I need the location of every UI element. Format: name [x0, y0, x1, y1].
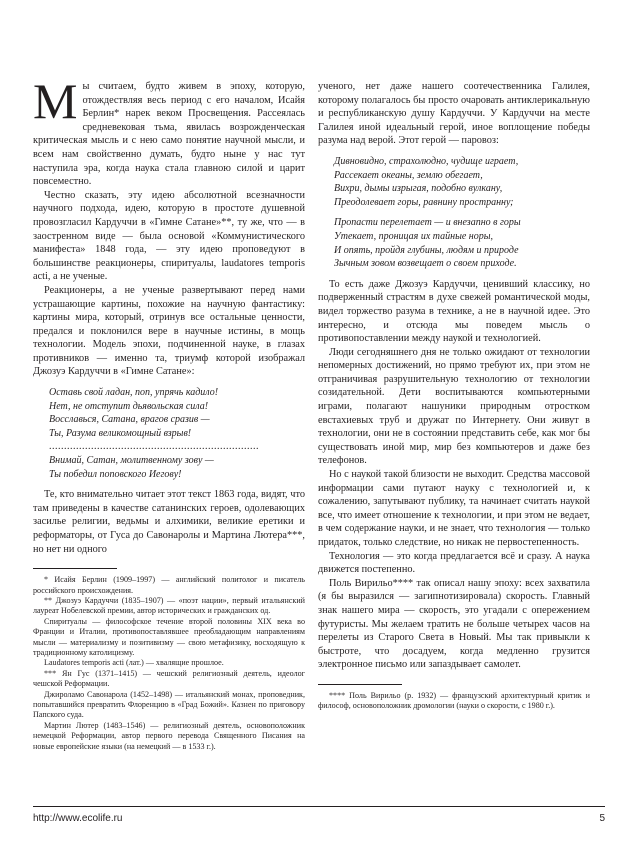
drop-cap: М — [33, 73, 78, 129]
right-column — [318, 80, 590, 712]
footnote: Laudatores temporis acti (лат.) — хвалящие прошлое. — [44, 658, 224, 668]
footnote: * Исайя Берлин (1909–1997) — английский политолог и писатель российского происхождения. — [33, 575, 305, 595]
verse-line: Пропасти перелетает — и внезапно в горы — [334, 217, 521, 229]
verse-line: Оставь свой ладан, поп, упрячь кадило! — [49, 387, 219, 399]
footnote: *** Ян Гус (1371–1415) — чешский религиозный деятель, идеолог чешской Реформации. — [33, 668, 305, 689]
footer-divider — [33, 806, 605, 807]
paragraph: Технология — это когда предлагается всё и сразу. А наука движется постепенно. — [318, 550, 590, 576]
paragraph: Реакционеры, а не ученые развертывают перед нами устрашающие картины, похожие на научную фантастику: картины мира, который, отринув все остальные ценности, предался и поклонился вере в научные истины, в мощь технологии. Модель эпохи, подчиненной науке, в глазах противников — именно та, триумф которой изображал Джозуэ Кардуччи в «Гимне Сатане»: — [33, 284, 305, 378]
verse-line: Ты, Разума великомощный взрыв! — [49, 427, 192, 439]
verse-line: Восславься, Сатана, врагов сразив — — [49, 414, 210, 426]
verse-ellipsis: ...................................................................... — [49, 441, 259, 453]
left-column — [33, 73, 305, 752]
intro-paragraph — [33, 73, 305, 189]
paragraph: Те, кто внимательно читает этот текст 1863 года, видят, что там приведены в качестве сатанинских героев, одолевающих засилье религии, ведьмы и алхимики, великие еретики и реформаторы, от Гуса до Савонаролы и Мартина Лютера***, но нет ни одного — [33, 489, 305, 555]
verse-line: Вихри, дымы изрыгая, подобно вулкану, — [334, 183, 503, 195]
verse-line: Внимай, Сатан, молитвенному зову — — [49, 455, 214, 467]
intro-text: ы считаем, будто живем в эпоху, которую, отождествляя весь период с его началом, Исайя Берлин* нарек веком Просвещения. Рассеялась средневековая тьма, явилась возрожденческая критическая мысль и с нею само понятие научной мысли, и всем нам свойственно думать, будто ныне у нас тут наступила эра, когда наука стала главною силой и царит повсеместно. — [33, 81, 305, 188]
paragraph: Поль Вирильо**** так описал нашу эпоху: всех захватила (я бы выразился — загипнотизировала) скорость. Главный знак нашего мира — скорость, это угадали с опережением футуристы. Мы желаем тратить не больше четырех часов на перелеты из Старого Света в Новый. Мы так привыкли к быстроте, что досадуем, когда медленно грузится электронное письмо или запаздывает самолет. — [318, 577, 590, 671]
footnote: Спиритуалы — философское течение второй половины XIX века во Франции и Италии, противопоставлявшее преобладающим направлениям мысли — материализму и позитивизму — свою метафизику, восходящую к традиционному католицизму. — [33, 616, 305, 658]
paragraph: Честно сказать, эту идею абсолютной всезначности научного подхода, идею, которую в простоте душевной провозгласил Кардуччи в «Гимне Сатане»**, ту же, что — в заостренном виде — была основой «Коммунистического манифеста» 1848 года, — эту идею проповедуют в большинстве реакционеры, спиритуалы, laudatores temporis acti, а не ученые. — [33, 189, 305, 283]
verse-block — [334, 155, 590, 271]
verse-line: Преодолевает горы, равнину пространну; — [334, 196, 514, 208]
footnote: Мартин Лютер (1483–1546) — религиозный деятель, основоположник немецкой Реформации, автор первого перевода Священного Писания на новые европейские языки (на немецкий — в 1533 г.). — [33, 720, 305, 751]
paragraph: ученого, нет даже нашего соотечественника Галилея, которому полагалось бы просто очаровать антиклерикальную и республиканскую душу Кардуччи. У Кардуччи на месте Галилея иной идеальный герой, иное воплощение победы разума над верой. Этот герой — паровоз: — [318, 81, 590, 147]
verse-line: Нет, не отступит дьявольская сила! — [49, 400, 209, 412]
footnotes — [33, 575, 305, 752]
stanza-gap — [334, 209, 590, 216]
verse-line: Ты победил поповского Иегову! — [49, 468, 182, 480]
footer-url[interactable]: http://www.ecolife.ru — [33, 813, 123, 824]
verse-block — [49, 386, 305, 481]
footnote: ** Джозуэ Кардуччи (1835–1907) — «поэт нации», первый итальянский лауреат Нобелевской премии, автор исторических и гражданских од. — [33, 596, 305, 616]
footnote: **** Поль Вирильо (р. 1932) — французский архитектурный критик и философ, основоположник дромологии (науки о скорости, с 1980 г.). — [318, 690, 590, 711]
page-number: 5 — [599, 813, 605, 824]
verse-line: И опять, пройдя глубины, людям и природе — [334, 244, 519, 256]
footnote-divider — [33, 568, 117, 569]
verse-line: Утекает, проницая их тайные норы, — [334, 230, 494, 242]
verse-line: Зычным зовом возвещает о своем приходе. — [334, 258, 517, 270]
paragraph: Но с наукой такой близости не выходит. Средства массовой информации сами путают науку с технологией и, к сожалению, запутывают публику, та начинает считать наукой все, что имеет отношение к технологии, и при этом не ведает, в чем содержание науки, и не знает, что технология — только придаток, только следствие, но никак не первостепенность. — [318, 469, 590, 548]
verse-line: Дивновидно, страхолюдно, чудище играет, — [334, 155, 519, 167]
verse-line: Рассекает океаны, землю обегает, — [334, 169, 483, 181]
footnote-divider — [318, 684, 402, 685]
paragraph: То есть даже Джозуэ Кардуччи, ценивший классику, но подверженный страстям в духе свежей романтической моды, видел торжество разума в технике, а не в научной идее. Это интересно, и отсюда мы поведем мысль о противопоставлении между наукой и технологией. — [318, 278, 590, 345]
footnote: Джироламо Савонарола (1452–1498) — итальянский монах, проповедник, попытавшийся превратить Флоренцию в «Град Божий». Казнен по приговору Папского суда. — [33, 689, 305, 720]
paragraph: Люди сегодняшнего дня не только ожидают от технологии непомерных достижений, но прямо требуют их, при этом не отграничивая разрушительную технологию от технологии созидательной. Дети воспитываются компьютерными играми, полагают нашуники природным отростком евстахиевых труб и дружат по Интернету. Они живут в технологии, они не в состоянии представить себе, как мог бы существовать иной мир, мир без компьютеров и даже без телефонов. — [318, 346, 590, 467]
